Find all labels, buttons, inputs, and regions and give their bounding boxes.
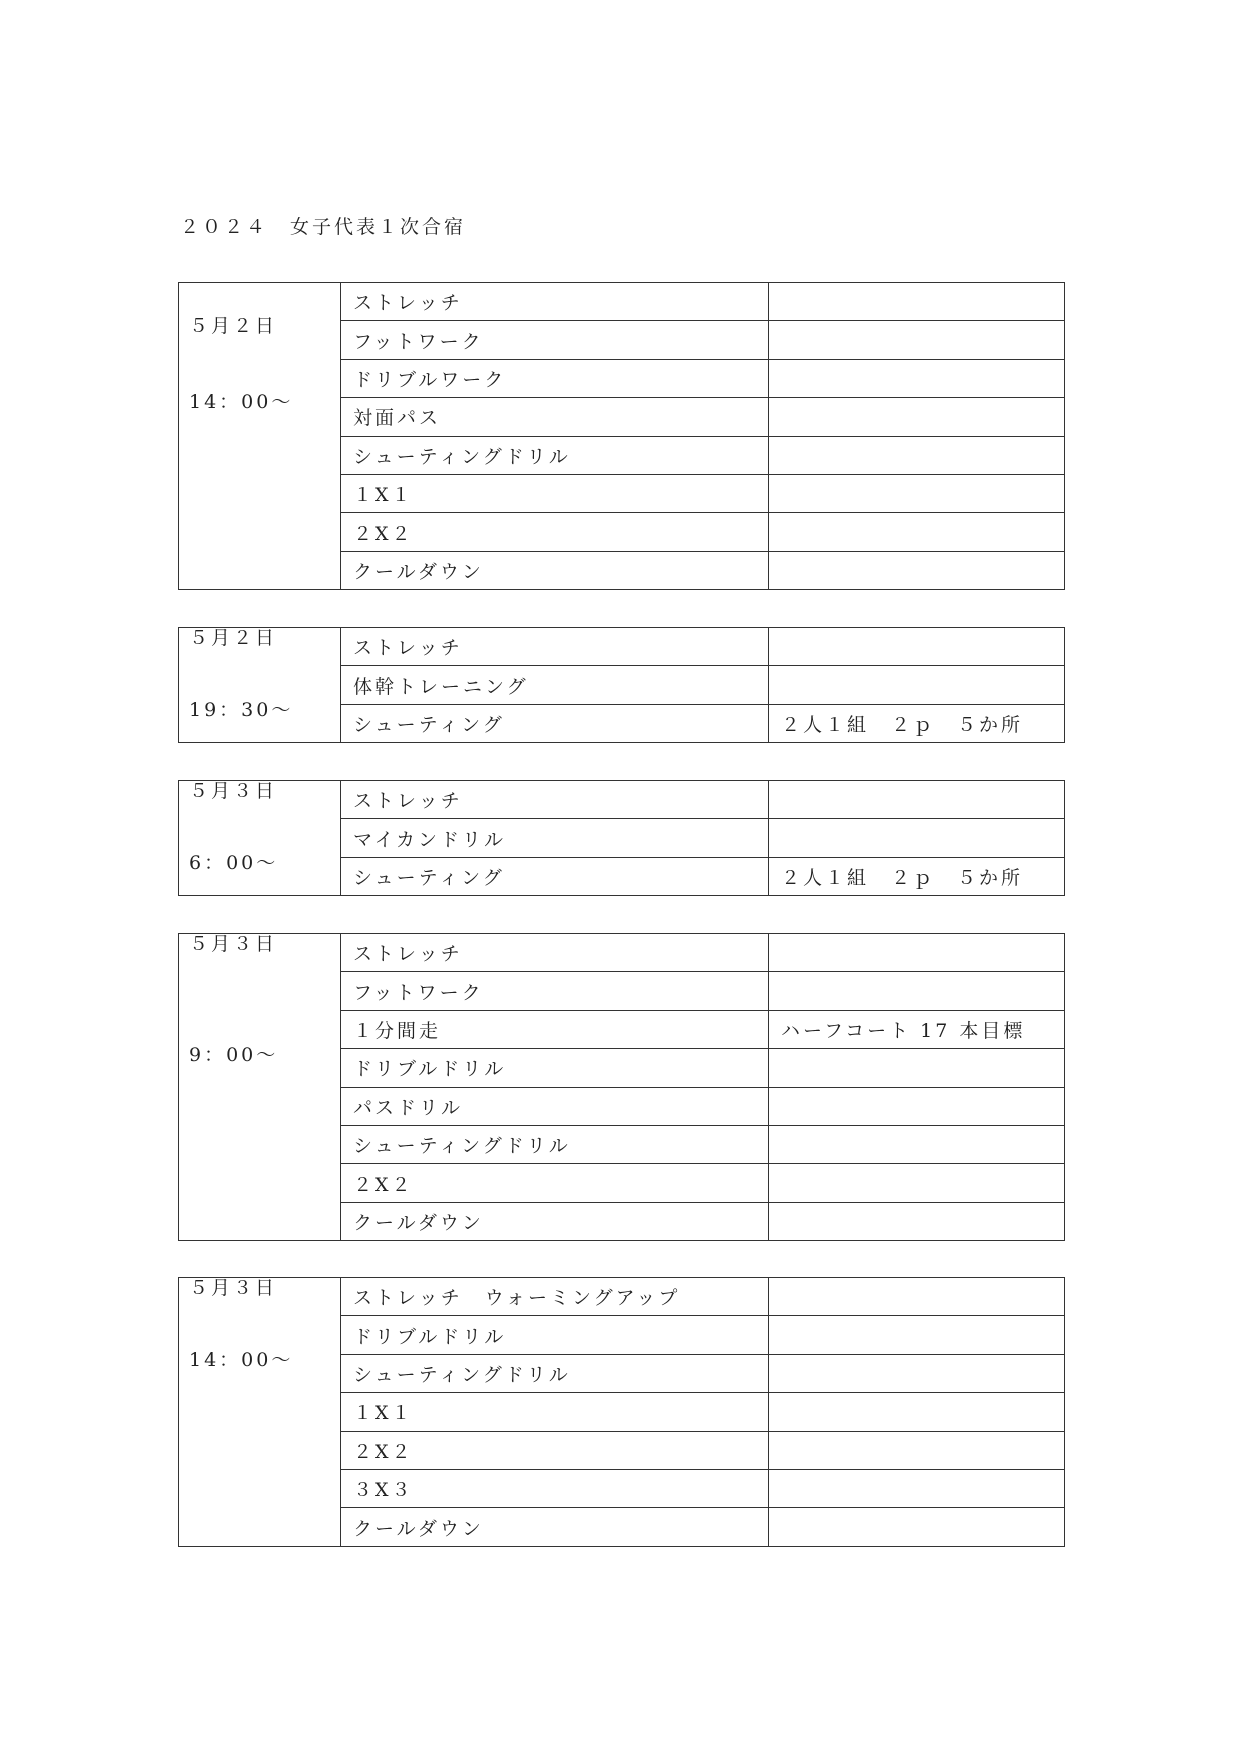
note-cell — [769, 1049, 1065, 1087]
session-datetime-cell — [179, 934, 341, 1241]
session-date: ５月３日 — [189, 1277, 278, 1299]
activity-cell: １X１ — [341, 1393, 769, 1431]
activity-cell: クールダウン — [341, 1202, 769, 1240]
activity-cell: シューティング — [341, 857, 769, 895]
activity-cell: １X１ — [341, 474, 769, 512]
note-cell: ２人１組 ２ｐ ５か所 — [769, 857, 1065, 895]
table-row — [179, 628, 1065, 666]
session-datetime-cell — [179, 283, 341, 590]
note-cell — [769, 1354, 1065, 1392]
activity-cell: 対面パス — [341, 398, 769, 436]
session-date: ５月２日 — [189, 315, 278, 337]
note-cell — [769, 1508, 1065, 1546]
note-cell — [769, 1393, 1065, 1431]
session-time: 14：00〜 — [189, 1349, 294, 1371]
session-datetime-cell — [179, 781, 341, 896]
activity-cell: ストレッチ — [341, 628, 769, 666]
note-cell — [769, 1278, 1065, 1316]
note-cell — [769, 1125, 1065, 1163]
session-table — [178, 1277, 1065, 1547]
activity-cell: クールダウン — [341, 1508, 769, 1546]
note-cell — [769, 972, 1065, 1010]
activity-cell: シューティングドリル — [341, 436, 769, 474]
session-table — [178, 627, 1065, 743]
activity-cell: フットワーク — [341, 321, 769, 359]
activity-cell: ２X２ — [341, 1164, 769, 1202]
note-cell: ２人１組 ２ｐ ５か所 — [769, 704, 1065, 742]
note-cell — [769, 1164, 1065, 1202]
session-table — [178, 933, 1065, 1241]
activity-cell: ストレッチ ウォーミングアップ — [341, 1278, 769, 1316]
note-cell — [769, 1202, 1065, 1240]
activity-cell: ストレッチ — [341, 283, 769, 321]
note-cell — [769, 321, 1065, 359]
note-cell — [769, 1431, 1065, 1469]
session-time: 9：00〜 — [189, 1044, 279, 1066]
table-row — [179, 934, 1065, 972]
note-cell — [769, 551, 1065, 589]
note-cell — [769, 474, 1065, 512]
activity-cell: １分間走 — [341, 1010, 769, 1048]
activity-cell: クールダウン — [341, 551, 769, 589]
activity-cell: ドリブルワーク — [341, 359, 769, 397]
note-cell — [769, 1087, 1065, 1125]
activity-cell: ストレッチ — [341, 781, 769, 819]
activity-cell: フットワーク — [341, 972, 769, 1010]
session-table — [178, 780, 1065, 896]
note-cell — [769, 781, 1065, 819]
table-row — [179, 1278, 1065, 1316]
activity-cell: シューティングドリル — [341, 1125, 769, 1163]
activity-cell: シューティング — [341, 704, 769, 742]
note-cell — [769, 934, 1065, 972]
session-datetime-cell — [179, 1278, 341, 1547]
table-row — [179, 781, 1065, 819]
table-row — [179, 283, 1065, 321]
note-cell — [769, 628, 1065, 666]
note-cell — [769, 666, 1065, 704]
session-date: ５月３日 — [189, 780, 278, 802]
note-cell — [769, 513, 1065, 551]
note-cell — [769, 1469, 1065, 1507]
session-time: 14：00〜 — [189, 391, 294, 413]
session-table — [178, 282, 1065, 590]
note-cell — [769, 359, 1065, 397]
session-date: ５月３日 — [189, 933, 278, 955]
page-title: ２０２４ 女子代表１次合宿 — [180, 216, 467, 238]
session-time: 6：00〜 — [189, 852, 279, 874]
note-cell — [769, 436, 1065, 474]
activity-cell: パスドリル — [341, 1087, 769, 1125]
activity-cell: シューティングドリル — [341, 1354, 769, 1392]
note-cell — [769, 283, 1065, 321]
activity-cell: ２X２ — [341, 513, 769, 551]
session-date: ５月２日 — [189, 627, 278, 649]
activity-cell: ストレッチ — [341, 934, 769, 972]
note-cell: ハーフコート 17 本目標 — [769, 1010, 1065, 1048]
note-cell — [769, 1316, 1065, 1354]
session-time: 19：30〜 — [189, 699, 294, 721]
activity-cell: ３X３ — [341, 1469, 769, 1507]
activity-cell: マイカンドリル — [341, 819, 769, 857]
activity-cell: ドリブルドリル — [341, 1316, 769, 1354]
activity-cell: 体幹トレーニング — [341, 666, 769, 704]
note-cell — [769, 398, 1065, 436]
session-datetime-cell — [179, 628, 341, 743]
activity-cell: ２X２ — [341, 1431, 769, 1469]
activity-cell: ドリブルドリル — [341, 1049, 769, 1087]
note-cell — [769, 819, 1065, 857]
